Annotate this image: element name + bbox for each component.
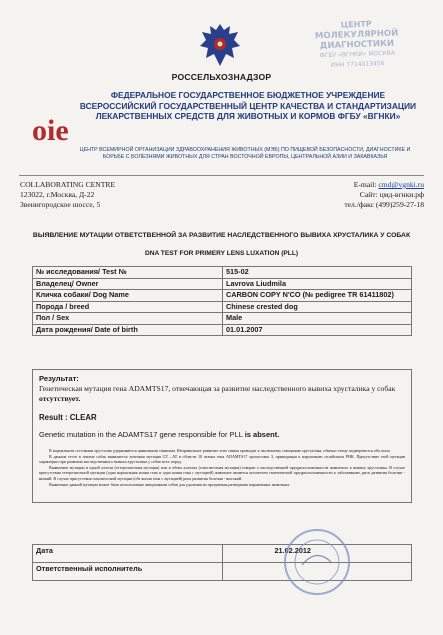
table-row	[33, 301, 412, 313]
result-heading: Результат:	[39, 374, 79, 383]
address-line: Звенигородское шоссе, 5	[20, 200, 101, 209]
test-title-ru: ВЫЯВЛЕНИЕ МУТАЦИИ ОТВЕТСТВЕННОЙ ЗА РАЗВИТИЕ НАСЛЕДСТВЕННОГО ВЫВИХА ХРУСТАЛИКА У СОБАК	[32, 232, 411, 239]
signoff-table	[32, 544, 412, 581]
row-value: CARBON COPY N'CO (№ pedigree TR 61411802)	[223, 290, 412, 302]
row-label: Владелец/ Owner	[33, 278, 223, 290]
oie-logo-icon	[30, 110, 76, 146]
result-box	[32, 369, 412, 503]
table-row	[33, 278, 412, 290]
institution-name: ФЕДЕРАЛЬНОЕ ГОСУДАРСТВЕННОЕ БЮДЖЕТНОЕ УЧРЕЖДЕНИЕ ВСЕРОССИЙСКИЙ ГОСУДАРСТВЕННЫЙ ЦЕНТР КАЧЕСТВА И СТАНДАРТИЗАЦИИ ЛЕКАРСТВЕННЫХ СРЕДСТВ ДЛЯ ЖИВОТНЫХ И КОРМОВ ФГБУ «ВГНКИ»	[79, 90, 417, 121]
result-text-en: Genetic mutation in the ADAMTS17 gene responsible for PLL is absent.	[39, 430, 280, 439]
address-right	[230, 180, 424, 210]
row-label: Дата рождения/ Date of birth	[33, 324, 223, 336]
row-label: Порода / breed	[33, 301, 223, 313]
address-line: 123022, г.Москва, Д-22	[20, 190, 95, 199]
stamp-line: ДИАГНОСТИКИ	[319, 38, 395, 52]
fine-paragraph: Выявление данной мутации может быть использовано заводчиками собак для удаления из программы разведения пораженных животных.	[49, 481, 291, 487]
coat-of-arms-icon	[196, 20, 244, 70]
row-value: 21.02.2012	[223, 545, 412, 563]
stamp-line: ФГБУ «ВГНКИ» МОСКВА	[319, 49, 396, 60]
svg-text:oie: oie	[32, 114, 69, 146]
table-row	[33, 563, 412, 581]
row-value: 515-02	[223, 267, 412, 279]
stamp-line: МОЛЕКУЛЯРНОЙ	[314, 28, 399, 42]
table-row	[33, 324, 412, 336]
address-line: COLLABORATING CENTRE	[20, 180, 116, 189]
test-title-en: DNA TEST FOR PRIMERY LENS LUXATION (PLL)	[144, 250, 299, 257]
site-line: Сайт: цмд-вгнки.рф	[359, 190, 424, 199]
row-label: Кличка собаки/ Dog Name	[33, 290, 223, 302]
fine-paragraph: В нормальном состоянии хрусталик удерживается цинновыми связками. Неправильное развитие этих связок приводит к частичному смещению хрусталика, обычно этому подвергаются оба глаза.	[49, 448, 391, 453]
row-label: Пол / Sex	[33, 313, 223, 325]
who-centre-text: ЦЕНТР ВСЕМИРНОЙ ОРГАНИЗАЦИИ ЗДРАВООХРАНЕНИЯ ЖИВОТНЫХ (МЭБ) ПО ПИЩЕВОЙ БЕЗОПАСНОСТИ, ДИАГНОСТИКЕ И БОРЬБЕ С БОЛЕЗНЯМИ ЖИВОТНЫХ ДЛЯ СТРАН ВОСТОЧНОЙ ЕВРОПЫ, ЦЕНТРАЛЬНОЙ АЗИИ И ЗАКАВКАЗЬЯ	[79, 147, 411, 160]
address-left	[20, 180, 220, 210]
row-label: № исследования/ Test №	[33, 267, 223, 279]
stamp-line: ЦЕНТР	[340, 19, 372, 30]
result-clear: Result : CLEAR	[39, 413, 97, 422]
agency-name: РОССЕЛЬХОЗНАДЗОР	[171, 72, 272, 82]
email-link[interactable]: cmd@vgnki.ru	[378, 180, 424, 189]
row-value: Male	[223, 313, 412, 325]
table-row	[33, 545, 412, 563]
table-row	[33, 267, 412, 279]
fine-paragraph: В данном тесте в геноме собак выявляется точечная мутация GT→AT в области 10 экзона гена ADAMTS17 хромосомы 3, приводящая к нарушению сплайсинга РНК. Присутствие этой мутации характерно при развитии наследственного вывиха хрусталика у собак всех пород.	[39, 453, 405, 465]
round-stamp-icon	[282, 527, 352, 597]
table-row	[33, 290, 412, 302]
row-label: Дата	[33, 545, 223, 563]
table-row	[33, 313, 412, 325]
phone-line: тел./факс (499)259-27-18	[344, 200, 424, 209]
stamp-line: ИНН 7714013456	[330, 60, 385, 69]
row-value: 01.01.2007	[223, 324, 412, 336]
row-value: Chinese crested dog	[223, 301, 412, 313]
fine-paragraph: Выявление мутации в одной аллели (гетерозиготная мутация) или в обеих аллелях (гомозиготная мутация) говорит о наследственной предрасположенности животного к вывиху хрусталика. В случае присутствия гетерозиготной мутации (одна нормальная копия гена и одна копия гена с мутацией) животное является носителем генетической предрасположенности к заболеванию, риск развития болезни - низкий. В случае присутствия гомозиготной мутации (обе копии гена с мутацией) риск развития болезни - высокий.	[39, 464, 405, 481]
row-label: Ответственный исполнитель	[33, 563, 223, 581]
divider	[19, 175, 424, 176]
row-value: Lavrova Liudmila	[223, 278, 412, 290]
lab-stamp	[283, 17, 431, 74]
info-table	[32, 266, 412, 336]
email-line: E-mail: cmd@vgnki.ru	[353, 180, 424, 189]
result-fine-print	[39, 448, 405, 487]
result-text-ru: Генетическая мутация гена ADAMTS17, отвечающая за развитие наследственного вывиха хрусталика у собак отсутствует.	[39, 384, 396, 403]
